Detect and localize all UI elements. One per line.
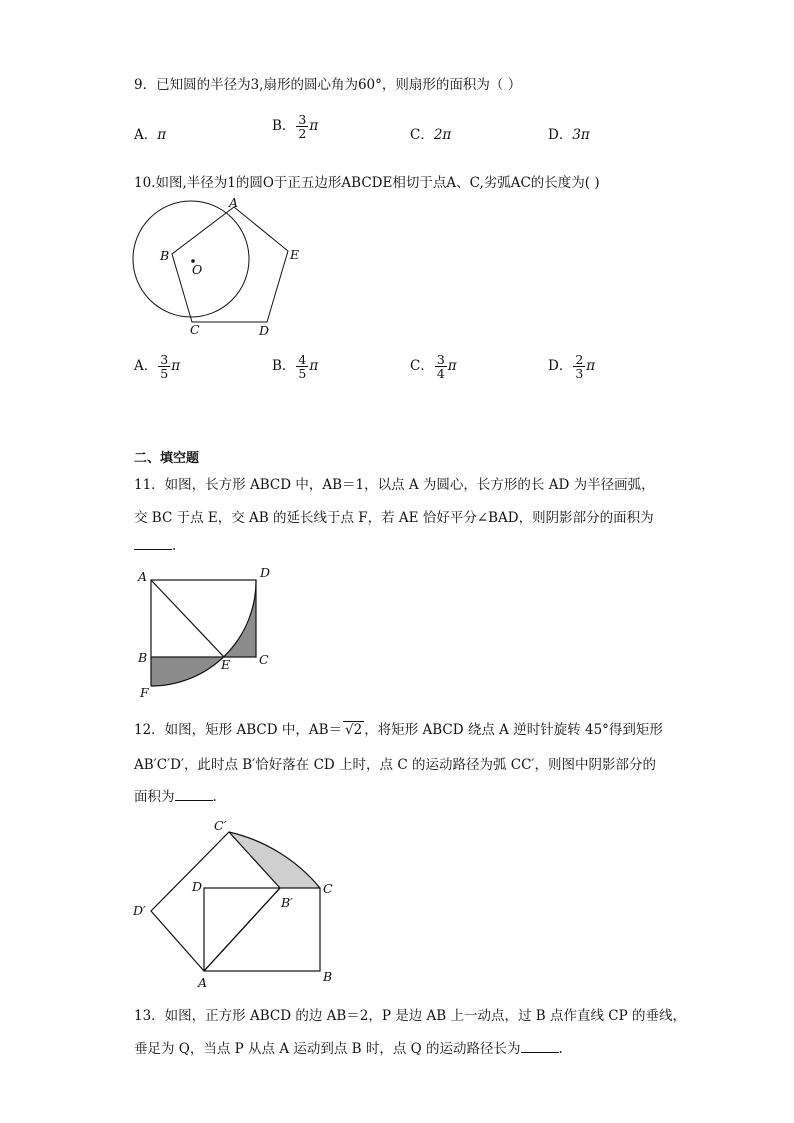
- label-c: C: [190, 322, 200, 337]
- answer-blank[interactable]: [175, 788, 213, 801]
- label-c: C: [323, 881, 333, 896]
- q12-line2: AB′C′D′，此时点 B′恰好落在 CD 上时，点 C 的运动路径为弧 CC′，则图中阴影部分的: [134, 757, 656, 773]
- q10-option-b: B． $\frac{4}{5}$ π: [272, 352, 319, 382]
- segment-ae: [151, 580, 224, 657]
- q10-option-a: A． $\frac{3}{5}$ π: [134, 352, 181, 382]
- q12-figure: [128, 815, 343, 993]
- label-d: D: [192, 879, 203, 894]
- q10-figure: [125, 193, 315, 343]
- q10-option-d: D． $\frac{2}{3}$ π: [548, 352, 596, 382]
- label-a: A: [198, 975, 208, 990]
- q11-line2: 交 BC 于点 E，交 AB 的延长线于点 F，若 AE 恰好平分∠BAD，则阴影部分的面积为: [134, 510, 654, 526]
- q9-stem: 9．已知圆的半径为3,扇形的圆心角为60°，则扇形的面积为（ ）: [134, 77, 522, 93]
- label-e: E: [221, 657, 231, 672]
- q11-line3: .: [134, 537, 176, 554]
- shaded-region-bottom: [151, 657, 224, 686]
- q9-option-d: D．3π: [548, 127, 590, 143]
- section-title: 二、填空题: [134, 451, 200, 466]
- rectangle-abcd: [204, 888, 320, 971]
- q9-option-a: A．π: [134, 127, 167, 143]
- label-b: B: [160, 248, 170, 263]
- q11-figure: [133, 563, 278, 703]
- segment-ab1: [204, 888, 280, 971]
- q12-line1: 12．如图，矩形 ABCD 中，AB＝ √2 ，将矩形 ABCD 绕点 A 逆时针旋转 45°得到矩形: [134, 722, 663, 738]
- label-d: D: [260, 565, 271, 580]
- q10-stem: 10.如图,半径为1的圆O于正五边形ABCDE相切于点A、C,劣弧AC的长度为( ): [134, 175, 600, 191]
- q11-line1: 11．如图，长方形 ABCD 中，AB＝1，以点 A 为圆心，长方形的长 AD 为半径画弧，: [134, 477, 655, 493]
- label-c1: C′: [214, 818, 227, 833]
- q13-line2: 垂足为 Q，当点 P 从点 A 运动到点 B 时，点 Q 的运动路径长为 .: [134, 1041, 563, 1057]
- fraction: $\frac{3}{2}$: [298, 112, 307, 142]
- q9-option-c: C．2π: [410, 127, 452, 143]
- label-b: B: [138, 650, 148, 665]
- label-a: A: [138, 569, 148, 584]
- q13-line1: 13．如图，正方形 ABCD 的边 AB＝2，P 是边 AB 上一动点，过 B 点作直线 CP 的垂线，: [134, 1008, 687, 1024]
- label-c: C: [259, 652, 269, 667]
- label-d1: D′: [133, 903, 146, 918]
- q12-line3: 面积为 .: [134, 789, 217, 805]
- circle-o: [133, 201, 249, 317]
- label-o: O: [192, 262, 203, 277]
- label-d: D: [259, 323, 270, 338]
- label-f: F: [140, 685, 149, 700]
- q9-option-b: B． $\frac{3}{2}$ π: [272, 112, 319, 142]
- answer-blank[interactable]: [521, 1040, 559, 1053]
- shaded-region: [229, 832, 320, 888]
- label-a: A: [229, 195, 239, 210]
- answer-blank[interactable]: [134, 537, 172, 550]
- label-e: E: [290, 247, 300, 262]
- sqrt: √2: [345, 722, 363, 738]
- shaded-region-right: [224, 580, 256, 657]
- label-b1: B′: [281, 895, 294, 910]
- q10-option-c: C． $\frac{3}{4}$ π: [410, 352, 457, 382]
- label-b: B: [323, 969, 333, 984]
- pentagon-abcde: [172, 207, 288, 322]
